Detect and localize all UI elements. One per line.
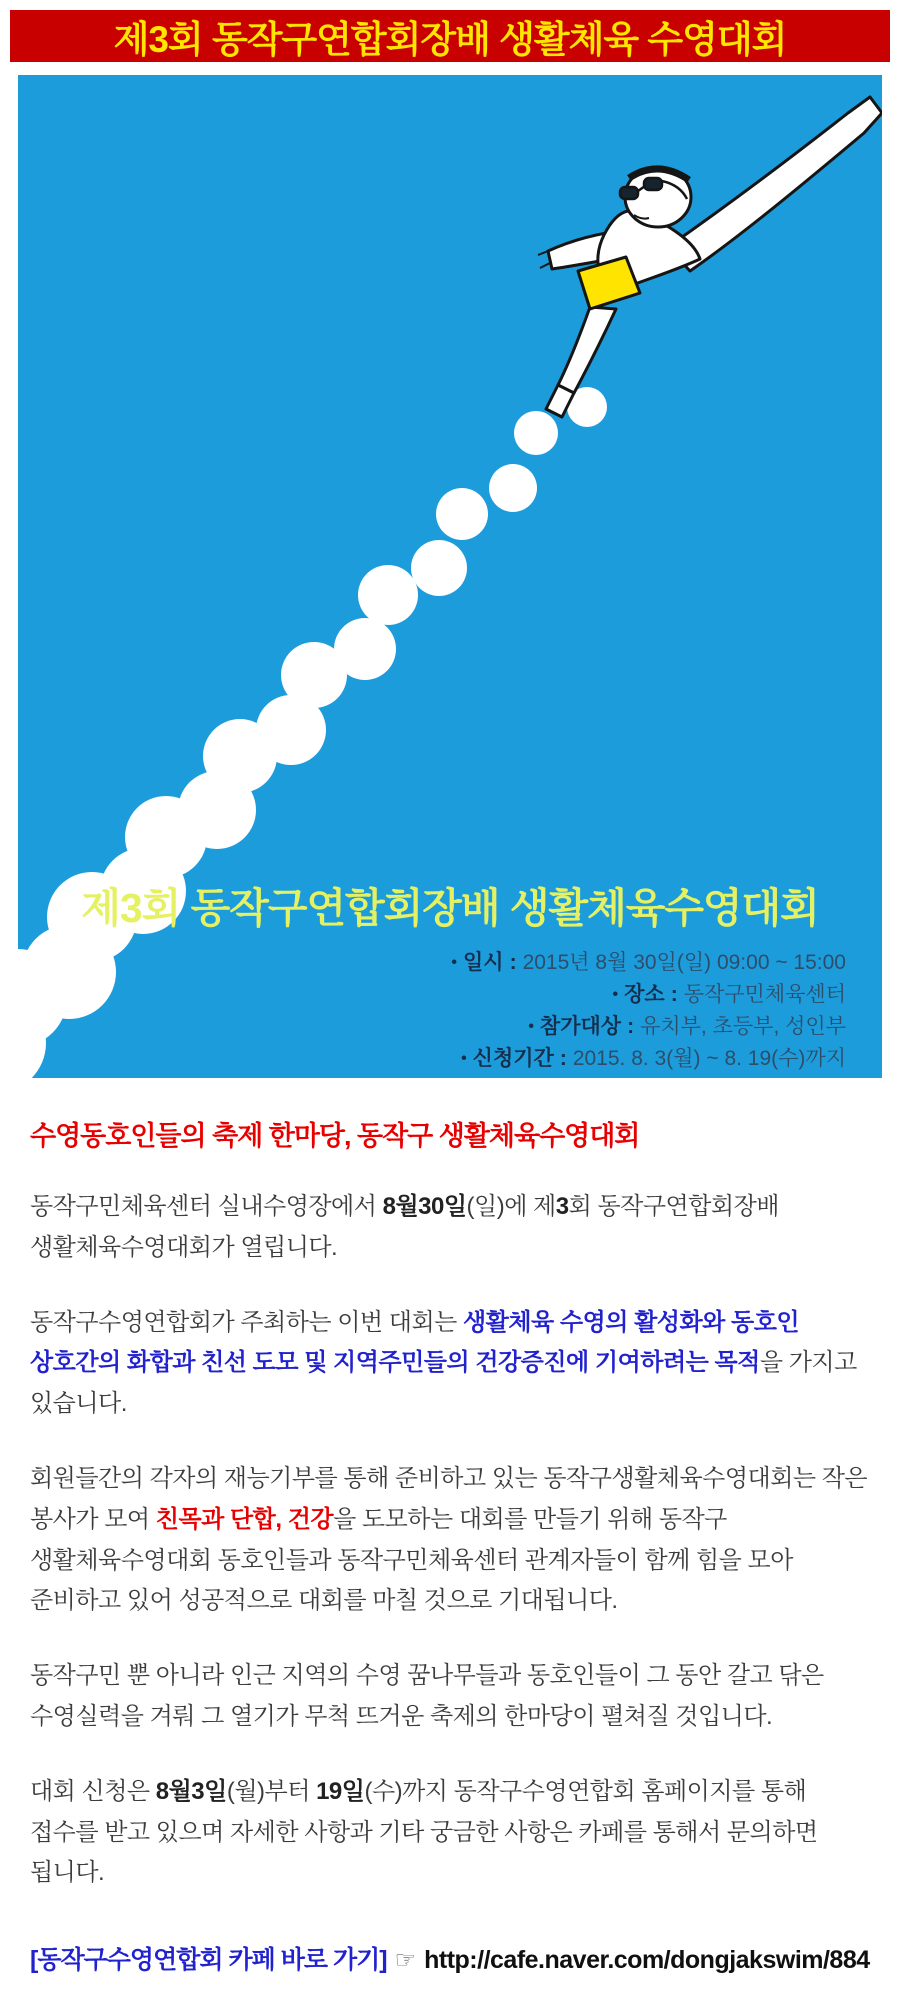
bullet-icon: • <box>461 1050 467 1067</box>
article-body <box>0 1078 900 2002</box>
poster-title: 제3회 동작구연합회장배 생활체육수영대회 <box>81 885 819 931</box>
bullet-icon: • <box>612 986 619 1003</box>
article-heading: 수영동호인들의 축제 한마당, 동작구 생활체육수영대회 <box>30 1121 640 1151</box>
detail-row-registration: • 신청기간 : 2015. 8. 3(월) ~ 8. 19(수)까지 <box>461 1047 846 1070</box>
paragraph-2: 동작구수영연합회가 주최하는 이번 대회는 생활체육 수영의 활성화와 동호인 상호간의 화합과 친선 도모 및 지역주민들의 건강증진에 기여하려는 목적을 가지고 있습니다. <box>30 1308 857 1418</box>
paragraph-1: 동작구민체육센터 실내수영장에서 8월30일(일)에 제3회 동작구연합회장배 생활체육수영대회가 열립니다. <box>30 1193 779 1261</box>
banner-title: 제3회 동작구연합회장배 생활체육 수영대회 <box>113 19 787 60</box>
event-poster <box>18 75 882 1078</box>
pointing-hand-icon: ☞ <box>394 1947 417 1975</box>
page <box>0 10 900 2002</box>
paragraph-4: 동작구민 뿐 아니라 인근 지역의 수영 꿈나무들과 동호인들이 그 동안 갈고 닦은 수영실력을 겨뤄 그 열기가 무척 뜨거운 축제의 한마당이 펼쳐질 것입니다. <box>30 1662 824 1730</box>
swimmer-extended-arm <box>668 97 882 271</box>
cafe-url-link[interactable]: http://cafe.naver.com/dongjakswim/884 <box>424 1946 870 1975</box>
swimmer-illustration <box>538 97 882 417</box>
bullet-icon: • <box>528 1018 534 1035</box>
detail-row-place: • 장소 : 동작구민체육센터 <box>612 983 846 1006</box>
paragraph-5: 대회 신청은 8월3일(월)부터 19일(수)까지 동작구수영연합회 홈페이지를 통해 접수를 받고 있으며 자세한 사항과 기타 궁금한 사항은 카페를 통해서 문의하면 됩니다. <box>30 1777 818 1887</box>
bullet-icon: • <box>451 954 457 971</box>
top-banner <box>10 10 890 62</box>
detail-row-participants: • 참가대상 : 유치부, 초등부, 성인부 <box>528 1015 846 1038</box>
cafe-link[interactable]: [동작구수영연합회 카페 바로 가기] <box>30 1946 387 1975</box>
footer-link-line <box>30 1940 870 1976</box>
poster-details <box>451 947 846 1075</box>
swimmer-legs <box>558 307 616 393</box>
paragraph-3: 회원들간의 각자의 재능기부를 통해 준비하고 있는 동작구생활체육수영대회는 작은 봉사가 모여 친목과 단합, 건강을 도모하는 대회를 만들기 위해 동작구 생활체육수영대회 동호인들과 동작구민체육센터 관계자들이 함께 힘을 모아 준비하고 있어 성공적으로 대회를 마칠 것으로 기대됩니다. <box>30 1464 868 1615</box>
detail-row-date: • 일시 : 2015년 8월 30일(일) 09:00 ~ 15:00 <box>451 951 846 974</box>
